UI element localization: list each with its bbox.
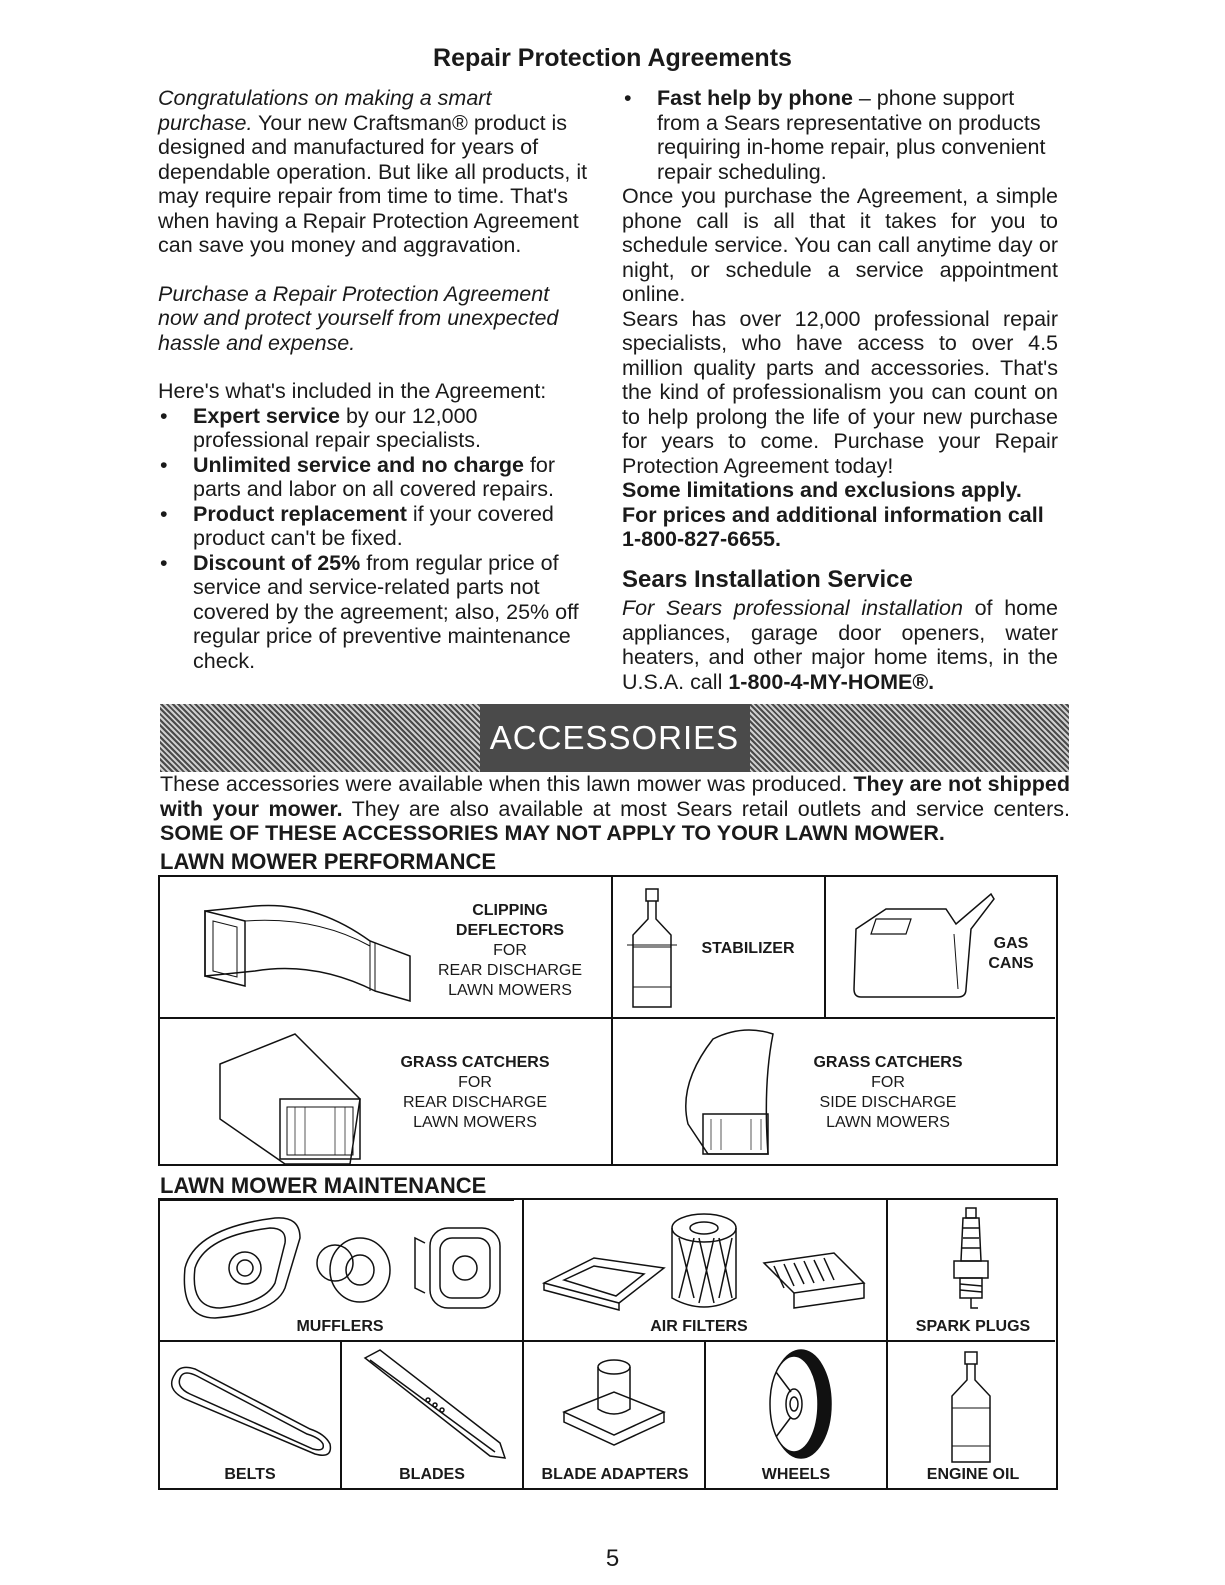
right-column xyxy=(622,86,1058,694)
spark-plugs-cell xyxy=(888,1200,1055,1342)
clipping-deflectors-cell xyxy=(160,877,613,1019)
blade-adapter-icon xyxy=(559,1357,669,1457)
side-catcher-label: GRASS CATCHERS FOR SIDE DISCHARGE LAWN MOWERS xyxy=(813,1054,963,1131)
list-item: • Unlimited service and no charge for parts and labor on all covered repairs. xyxy=(158,453,590,502)
wheel-icon xyxy=(756,1347,836,1462)
page-title: Repair Protection Agreements xyxy=(433,44,792,72)
maintenance-grid xyxy=(158,1198,1058,1490)
wheels-cell xyxy=(706,1342,888,1488)
blade-adapters-cell xyxy=(524,1342,706,1488)
rear-catcher-cell xyxy=(160,1019,613,1165)
list-item: • Discount of 25% from regular price of service and service-related parts not covered by the agreement; also, 25% off regular price of preventive maintenance check. xyxy=(158,551,590,674)
banner-title: ACCESSORIES xyxy=(480,704,750,772)
blade-icon xyxy=(360,1348,510,1463)
stabilizer-label: STABILIZER xyxy=(701,940,795,957)
list-item: • Expert service by our 12,000 professional repair specialists. xyxy=(158,404,590,453)
accessories-banner xyxy=(160,704,1069,772)
belt-icon xyxy=(165,1354,335,1464)
spark-plug-icon xyxy=(946,1206,996,1316)
spark-plugs-label: SPARK PLUGS xyxy=(915,1318,1031,1335)
air-filters-cell xyxy=(524,1200,888,1342)
blades-label: BLADES xyxy=(399,1466,465,1483)
rear-grass-catcher-icon xyxy=(215,1029,375,1159)
muffler-icon xyxy=(175,1208,505,1318)
performance-heading: LAWN MOWER PERFORMANCE xyxy=(160,849,610,877)
agreement-paragraph: Once you purchase the Agreement, a simple phone call is all that it takes for you to schedule service. You can call anytime day or night, or schedule a service appointment online. xyxy=(622,184,1058,306)
air-filters-label: AIR FILTERS xyxy=(650,1318,748,1335)
performance-grid xyxy=(158,875,1058,1166)
deflectors-label: CLIPPING DEFLECTORS FOR REAR DISCHARGE LAWN MOWERS xyxy=(437,902,583,999)
belts-cell xyxy=(160,1342,342,1488)
installation-heading: Sears Installation Service xyxy=(622,565,913,593)
engine-oil-bottle-icon xyxy=(946,1350,996,1465)
phone-help-list xyxy=(622,86,1058,184)
page-number: 5 xyxy=(605,1545,620,1572)
wheels-label: WHEELS xyxy=(761,1466,831,1483)
specialists-paragraph: Sears has over 12,000 professional repair specialists, who have access to over 4.5 million quality parts and accessories. That's the kind of professionalism you can count on to help prolong the life of your new purchase for years to come. Purchase your Repair Protection Agreement today! xyxy=(622,306,1058,478)
included-paragraph: Here's what's included in the Agreement: xyxy=(158,379,547,403)
stabilizer-cell xyxy=(613,877,826,1019)
gas-can-icon xyxy=(846,889,996,1004)
intro-paragraph: Congratulations on making a smart purchase. Your new Craftsman® product is designed and manufactured for years of dependable operation. But like all products, it may require repair from time to time. That's when having a Repair Protection Agreement can save you money and aggravation. xyxy=(158,86,588,257)
belts-label: BELTS xyxy=(224,1466,276,1483)
engine-oil-cell xyxy=(888,1342,1055,1488)
clipping-deflector-icon xyxy=(195,891,415,1001)
maintenance-heading: LAWN MOWER MAINTENANCE xyxy=(160,1173,514,1201)
gas-cans-cell xyxy=(826,877,1055,1019)
included-list xyxy=(158,404,590,674)
blade-adapters-label: BLADE ADAPTERS xyxy=(541,1466,689,1483)
stabilizer-bottle-icon xyxy=(627,887,677,1012)
side-grass-catcher-icon xyxy=(673,1024,793,1159)
limitations-text: Some limitations and exclusions apply. xyxy=(622,478,1022,502)
installation-paragraph: For Sears professional installation of home appliances, garage door openers, water heaters, and other major home items, in the U.S.A. call 1-800-4-MY-HOME®. xyxy=(622,596,1058,694)
rear-catcher-label: GRASS CATCHERS FOR REAR DISCHARGE LAWN MOWERS xyxy=(400,1054,550,1131)
engine-oil-label: ENGINE OIL xyxy=(926,1466,1020,1483)
mufflers-cell xyxy=(160,1200,524,1342)
blades-cell xyxy=(342,1342,524,1488)
mufflers-label: MUFFLERS xyxy=(296,1318,384,1335)
side-catcher-cell xyxy=(613,1019,1055,1165)
left-column xyxy=(158,86,590,673)
accessories-intro: These accessories were available when this lawn mower was produced. They are not shipped with your mower. They are also available at most Sears retail outlets and service centers. SOME OF THESE ACCESSORIES MAY NOT APPLY TO YOUR LAWN MOWER. xyxy=(160,772,1070,845)
purchase-paragraph: Purchase a Repair Protection Agreement now and protect yourself from unexpected hassle and expense. xyxy=(158,281,559,355)
list-item: • Product replacement if your covered product can't be fixed. xyxy=(158,502,590,551)
air-filter-icon xyxy=(534,1208,874,1318)
gas-cans-label: GAS CANS xyxy=(988,935,1034,972)
prices-text: For prices and additional information call 1-800-827-6655. xyxy=(622,502,1044,551)
list-item: • Fast help by phone – phone support from a Sears representative on products requiring in-home repair, plus convenient repair scheduling. xyxy=(622,86,1058,184)
